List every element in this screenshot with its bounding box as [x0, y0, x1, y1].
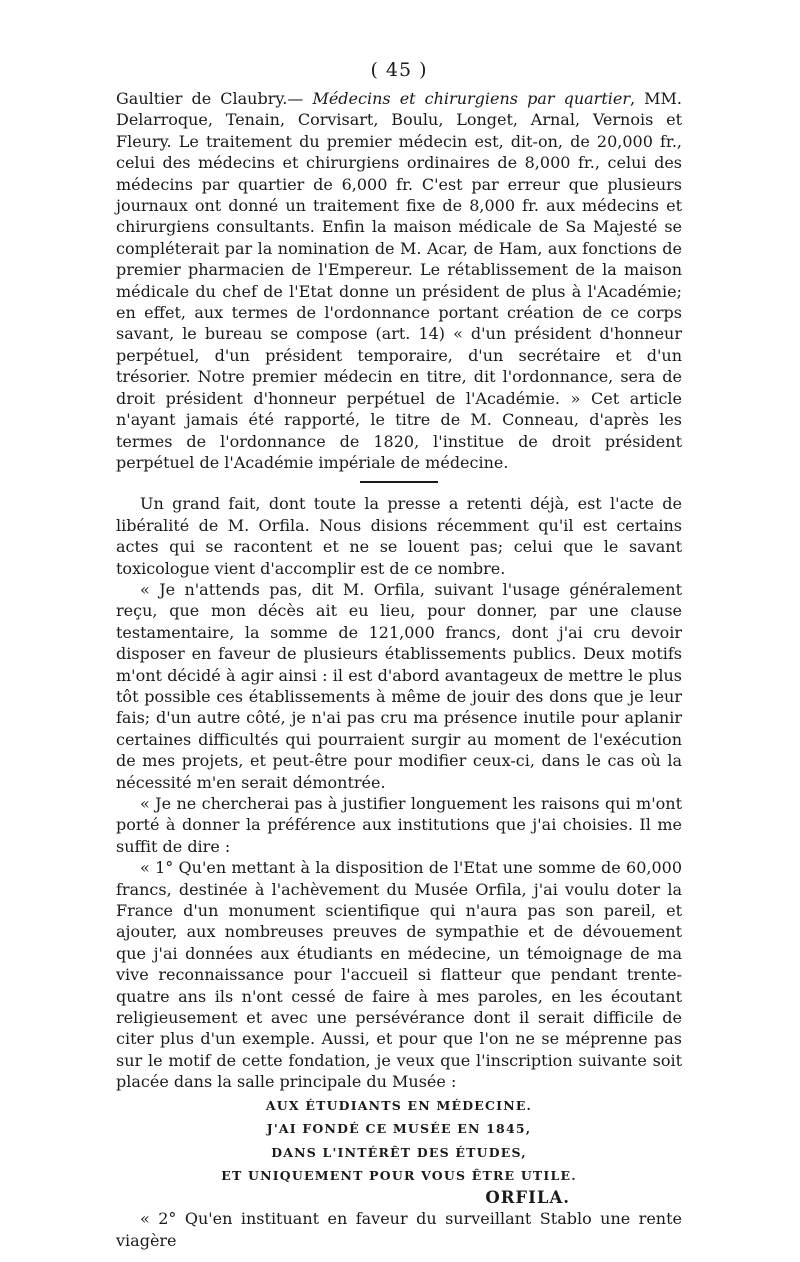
paragraph-body: , MM. Delarroque, Tenain, Corvisart, Boulu, Longet, Arnal, Vernois et Fleury. Le traitement du premier médecin est, dit-on, de 20,000 fr., celui des médecins et chirurgiens ordinaires de 8,000 fr., celui des médecins par quartier de 6,000 fr. C'est par erreur que plusieurs journaux ont donné un traitement fixe de 8,000 fr. aux médecins et chirurgiens consultants. Enfin la maison médicale de Sa Majesté se compléterait par la nomination de M. Acar, de Ham, aux fonctions de premier pharmacien de l'Empereur. Le rétablissement de la maison médicale du chef de l'Etat donne un président de plus à l'Académie; en effet, aux termes de l'ordonnance portant création de ce corps savant, le bureau se compose (art. 14) « d'un président d'honneur perpétuel, d'un président temporaire, d'un secrétaire et d'un trésorier. Notre premier médecin en titre, dit l'ordonnance, sera de droit président d'honneur perpétuel de l'Académie. » Cet article n'ayant jamais été rapporté, le titre de M. Conneau, d'après les termes de l'ordonnance de 1820, l'institue de droit président perpétuel de l'Académie impériale de médecine. [116, 89, 682, 472]
paragraph-orfila-quote-2: « Je ne chercherai pas à justifier longuement les raisons qui m'ont porté à donner la préférence aux institutions que j'ai choisies. Il me suffit de dire : [116, 794, 682, 856]
italic-heading: Médecins et chirurgiens par quartier [312, 89, 630, 108]
inscription-line: AUX ÉTUDIANTS EN MÉDECINE. [265, 1097, 533, 1113]
paragraph-orfila-intro: Un grand fait, dont toute la presse a retenti déjà, est l'acte de libéralité de M. Orfila. Nous disions récemment qu'il est certains actes qui se racontent et ne se louent pas; celui que le savant toxicologue vient d'accomplir est de ce nombre. [116, 494, 682, 578]
inscription-line: ET UNIQUEMENT POUR VOUS ÊTRE UTILE. [221, 1168, 577, 1184]
page-number: ( 45 ) [370, 59, 428, 81]
inscription-line: DANS L'INTÉRÊT DES ÉTUDES, [271, 1144, 527, 1160]
section-divider [360, 481, 438, 483]
inscription-line: J'AI FONDÉ CE MUSÉE EN 1845, [266, 1121, 532, 1137]
paragraph-lead: Gaultier de Claubry.— [116, 89, 313, 108]
museum-inscription [116, 1095, 682, 1209]
paragraph-orfila-quote-3: « 1° Qu'en mettant à la disposition de l'Etat une somme de 60,000 francs, destinée à l'achèvement du Musée Orfila, j'ai voulu doter la France d'un monument scientifique qui n'aura pas son pareil, et ajouter, aux nombreuses preuves de sympathie et de dévouement que j'ai données aux étudiants en médecine, un témoignage de ma vive reconnaissance pour l'accueil si flatteur que pendant trente-quatre ans ils n'ont cessé de faire à mes paroles, en les écoutant religieusement et avec une persévérance dont il serait difficile de citer plus d'un exemple. Aussi, et pour que l'on ne se méprenne pas sur le motif de cette fondation, je veux que l'inscription suivante soit placée dans la salle principale du Musée : [116, 858, 682, 1092]
paragraph-orfila-quote-4: « 2° Qu'en instituant en faveur du surveillant Stablo une rente viagère [116, 1209, 682, 1250]
document-page [116, 58, 682, 1251]
paragraph-maison-medicale [116, 88, 682, 473]
inscription-signature: ORFILA. [485, 1187, 570, 1207]
paragraph-orfila-quote-1: « Je n'attends pas, dit M. Orfila, suivant l'usage généralement reçu, que mon décès ait eu lieu, pour donner, par une clause testamentaire, la somme de 121,000 francs, dont j'ai cru devoir disposer en faveur de plusieurs établissements publics. Deux motifs m'ont décidé à agir ainsi : il est d'abord avantageux de mettre le plus tôt possible ces établissements à même de jouir des dons que je leur fais; d'un autre côté, je n'ai pas cru ma présence inutile pour aplanir certaines difficultés qui pourraient surgir au moment de l'exécution de mes projets, et peut-être pour modifier ceux-ci, dans le cas où la nécessité m'en serait démontrée. [116, 579, 682, 792]
